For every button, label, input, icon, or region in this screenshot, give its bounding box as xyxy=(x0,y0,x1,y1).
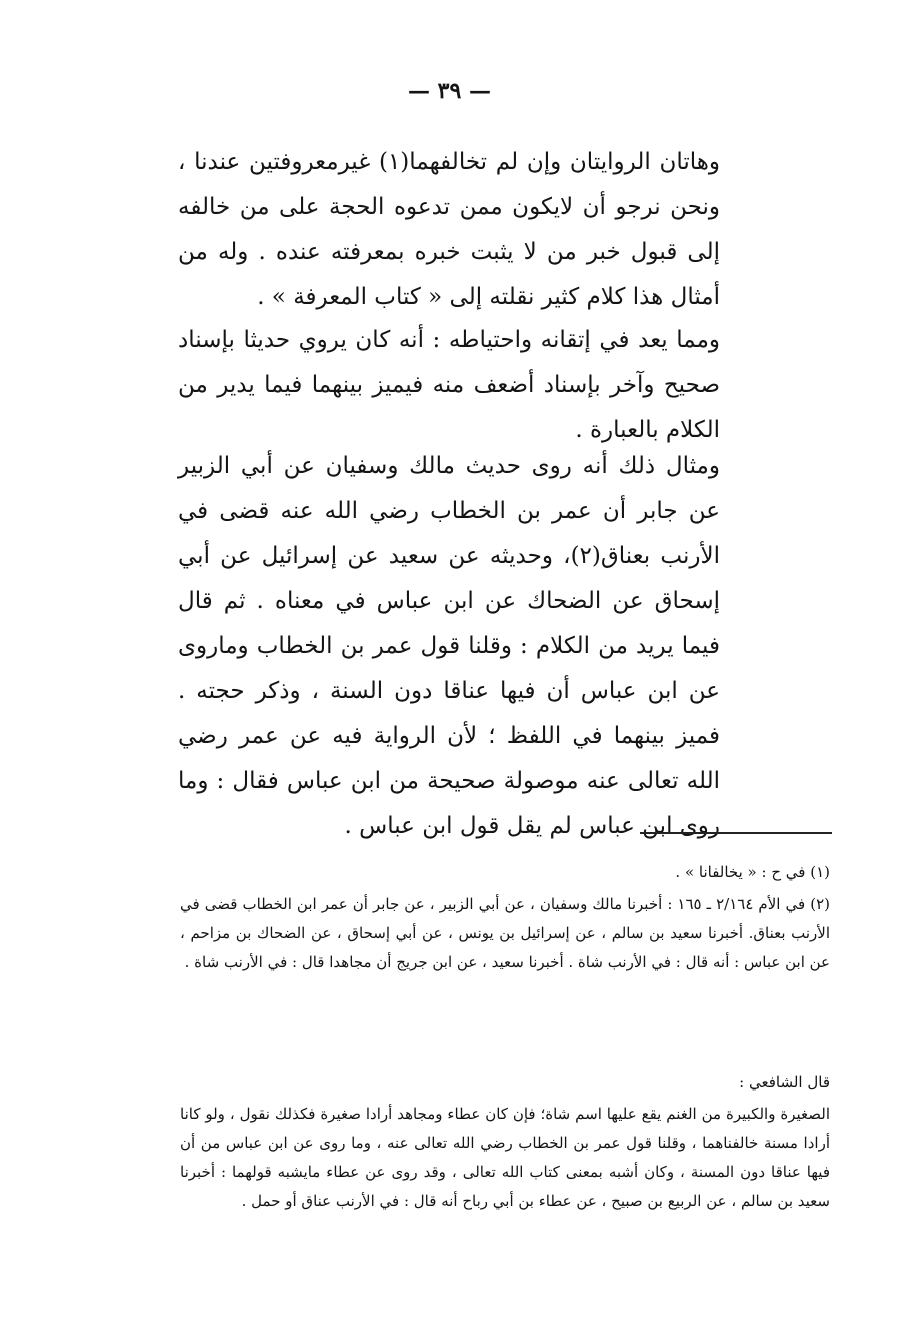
paragraph-2: ومما يعد في إتقانه واحتياطه : أنه كان يروي حديثا بإسناد صحيح وآخر بإسناد أضعف منه فيميز بينهما فيما يدير من الكلام بالعبارة . xyxy=(178,327,720,443)
footnote-separator xyxy=(640,832,832,834)
paragraph-1: وهاتان الروايتان وإن لم تخالفهما(١) غيرمعروفتين عندنا ، ونحن نرجو أن لايكون ممن تدعوه الحجة على من خالفه إلى قبول خبر من لا يثبت خبره بمعرفته عنده . وله من أمثال هذا كلام كثير نقلته إلى « كتاب المعرفة » . xyxy=(178,149,720,310)
footnote-quote: الصغيرة والكبيرة من الغنم يقع عليها اسم شاة؛ فإن كان عطاء ومجاهد أرادا صغيرة فكذلك نقول ، ولو كانا أرادا مسنة خالفناهما ، وقلنا قول عمر بن الخطاب رضي الله تعالى عنه ، وما روى عن ابن عباس من أن فيها عناقا دون المسنة ، وكان أشبه بمعنى كتاب الله تعالى ، وقد روى عن عطاء مايشبه قولهما : أخبرنا سعيد بن سالم ، عن الربيع بن صبيح ، عن عطاء بن أبي رباح أنه قال : في الأرنب عناق أو حمل . xyxy=(180,1105,830,1210)
footnote-2: (٢) في الأم ٢/١٦٤ ـ ١٦٥ : أخبرنا مالك وسفيان ، عن أبي الزبير ، عن جابر أن عمر ابن الخطاب قضى في الأرنب بعناق. أخبرنا سعيد بن سالم ، عن إسرائيل بن يونس ، عن أبي إسحاق ، عن الضحاك بن مزاحم ، عن ابن عباس : أنه قال : في الأرنب شاة . أخبرنا سعيد ، عن ابن جريج أن مجاهدا قال : في الأرنب شاة . xyxy=(180,895,830,971)
footnote-1: (١) في ح : « يخالفانا » . xyxy=(675,863,830,881)
paragraph-3: ومثال ذلك أنه روى حديث مالك وسفيان عن أبي الزبير عن جابر أن عمر بن الخطاب رضي الله عنه قضى في الأرنب بعناق(٢)، وحديثه عن سعيد عن إسرائيل عن أبي إسحاق عن الضحاك عن ابن عباس في معناه . ثم قال فيما يريد من الكلام : وقلنا قول عمر بن الخطاب وماروى عن ابن عباس أن فيها عناقا دون السنة ، وذكر حجته . فميز بينهما في اللفظ ؛ لأن الرواية فيه عن عمر رضي الله تعالى عنه موصولة صحيحة من ابن عباس فقال : وما روى ابن عباس لم يقل قول ابن عباس . xyxy=(178,453,720,839)
footnote-label: قال الشافعي : xyxy=(739,1073,830,1091)
page-number: — ٣٩ — xyxy=(408,78,491,104)
